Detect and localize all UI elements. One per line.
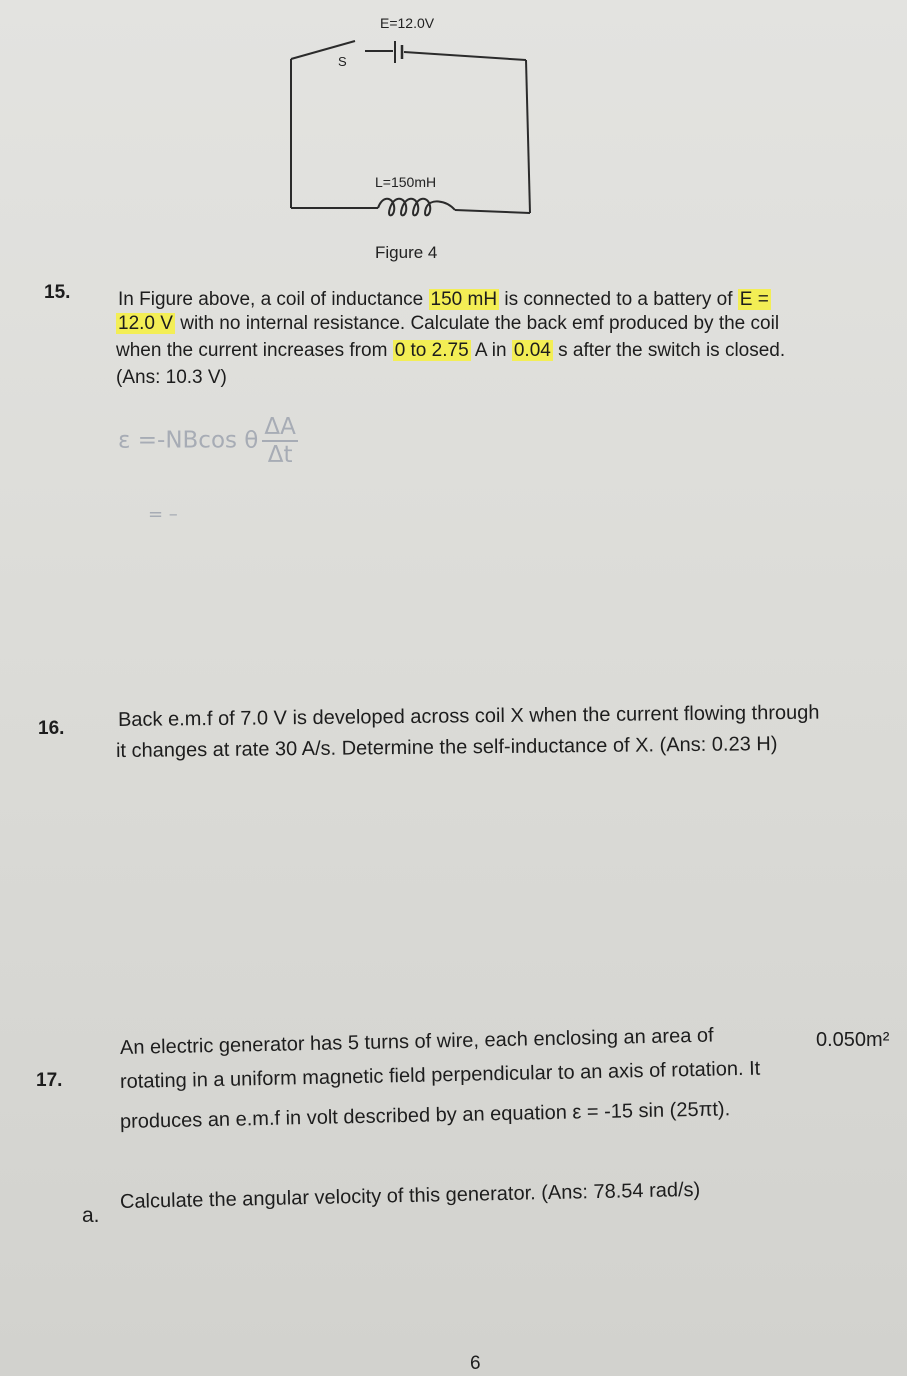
- q17-part-a-text: Calculate the angular velocity of this generator. (Ans: 78.54 rad/s): [119, 1178, 701, 1213]
- q15-text: with no internal resistance. Calculate the back emf produced by the coil: [174, 313, 780, 334]
- q15-highlight-emf: E =: [739, 289, 769, 310]
- q15-text: s after the switch is closed.: [552, 340, 786, 361]
- q16-number: 16.: [38, 718, 65, 739]
- figure-caption: Figure 4: [375, 243, 438, 262]
- handwritten-fraction: [262, 414, 297, 468]
- circuit-diagram: [250, 8, 560, 273]
- q15-line-3: [116, 339, 785, 363]
- q16-line-2: it changes at rate 30 A/s. Determine the self-inductance of X. (Ans: 0.23 H): [115, 733, 778, 762]
- inductor-coil: [378, 199, 455, 216]
- q17-area: 0.050m²: [816, 1029, 890, 1051]
- q15-highlight-time: 0.04: [513, 340, 551, 361]
- q16-line-1: Back e.m.f of 7.0 V is developed across coil X when the current flowing through: [117, 701, 820, 731]
- wire-bottom-right: [455, 210, 530, 213]
- wire-top-right: [404, 52, 526, 60]
- q15-text: is connected to a battery of: [499, 289, 738, 310]
- q15-highlight-current: 0 to 2.75: [394, 340, 469, 361]
- inductor-label: L=150mH: [375, 174, 437, 190]
- wire-right: [526, 60, 530, 213]
- q15-answer: (Ans: 10.3 V): [116, 367, 227, 388]
- q17-number: 17.: [36, 1070, 63, 1091]
- q15-text: when the current increases from: [116, 340, 393, 361]
- handwritten-numerator: ΔA: [264, 414, 296, 440]
- q15-text: In Figure above, a coil of inductance: [118, 289, 429, 310]
- q17-text: An electric generator has 5 turns of wire, each enclosing an area of: [119, 1024, 714, 1059]
- switch-label: S: [338, 54, 347, 69]
- battery-emf-label: E=12.0V: [380, 15, 435, 31]
- handwritten-denominator: Δt: [267, 442, 293, 468]
- q15-line-1: [118, 288, 771, 312]
- q17-line-3: produces an e.m.f in volt described by an equation ε = -15 sin (25πt).: [119, 1098, 731, 1133]
- handwritten-formula: [118, 414, 298, 468]
- handwritten-line-2: = –: [148, 504, 178, 525]
- q15-number: 15.: [44, 282, 71, 303]
- q17-part-a-label: a.: [82, 1204, 100, 1227]
- page-number: 6: [470, 1353, 481, 1374]
- q17-line-2: rotating in a uniform magnetic field perpendicular to an axis of rotation. It: [119, 1057, 761, 1093]
- q15-highlight-voltage: 12.0 V: [118, 313, 173, 334]
- q15-text: A in: [470, 340, 512, 361]
- handwritten-lhs: ε =-NBcos θ: [118, 427, 259, 454]
- q17-line-1: [120, 1024, 714, 1060]
- q15-highlight-inductance: 150 mH: [430, 289, 498, 310]
- q15-line-2: [116, 312, 779, 336]
